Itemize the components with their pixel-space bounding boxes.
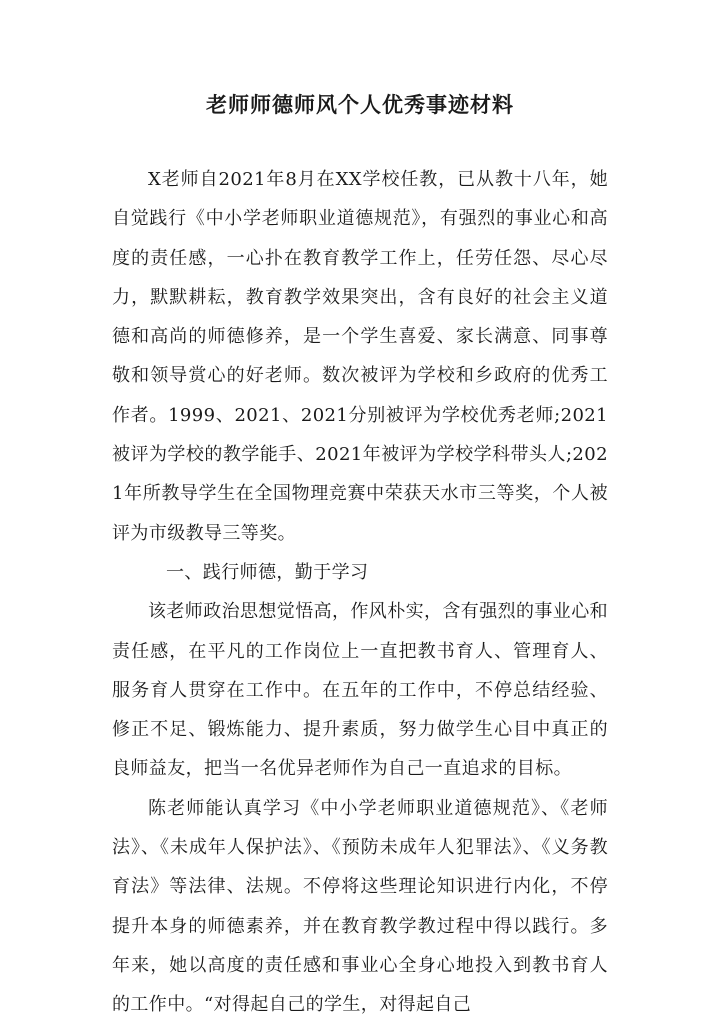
section-heading: 一、践行师德，勤于学习 [166, 561, 369, 583]
title-spacer [112, 122, 608, 160]
intro-paragraph: X老师自2021年8月在XX学校任教，已从教十八年，她自觉践行《中小学老师职业道德规范》，有强烈的事业心和高度的责任感，一心扑在教育教学工作上，任劳任怨、尽心尽力，默默耕耘，教育教学效果突出，含有良好的社会主义道德和高尚的师德修养，是一个学生喜爱、家长满意、同事尊敬和领导赏心的好老师。数次被评为学校和乡政府的优秀工作者。1999、2021、2021分别被评为学校优秀老师;2021被评为学校的教学能手、2021年被评为学校学科带头人;2021年所教导学生在全国物理竞赛中荣获天水市三等奖，个人被评为市级教导三等奖。 [112, 169, 608, 544]
body-paragraph: 该老师政治思想觉悟高，作风朴实，含有强烈的事业心和责任感，在平凡的工作岗位上一直把教书育人、管理育人、服务育人贯穿在工作中。在五年的工作中，不停总结经验、修正不足、锻炼能力、提升素质，努力做学生心目中真正的良师益友，把当一名优异老师作为自己一直追求的目标。 [112, 601, 608, 780]
body-paragraph: 陈老师能认真学习《中小学老师职业道德规范》、《老师法》、《未成年人保护法》、《预防未成年人犯罪法》、《义务教育法》等法律、法规。不停将这些理论知识进行内化，不停提升本身的师德素养，并在教育教学教过程中得以践行。多年来，她以高度的责任感和事业心全身心地投入到教书育人的工作中。“对得起自己的学生，对得起自己 [112, 797, 608, 1016]
document-title: 老师师德师风个人优秀事迹材料 [206, 92, 514, 117]
